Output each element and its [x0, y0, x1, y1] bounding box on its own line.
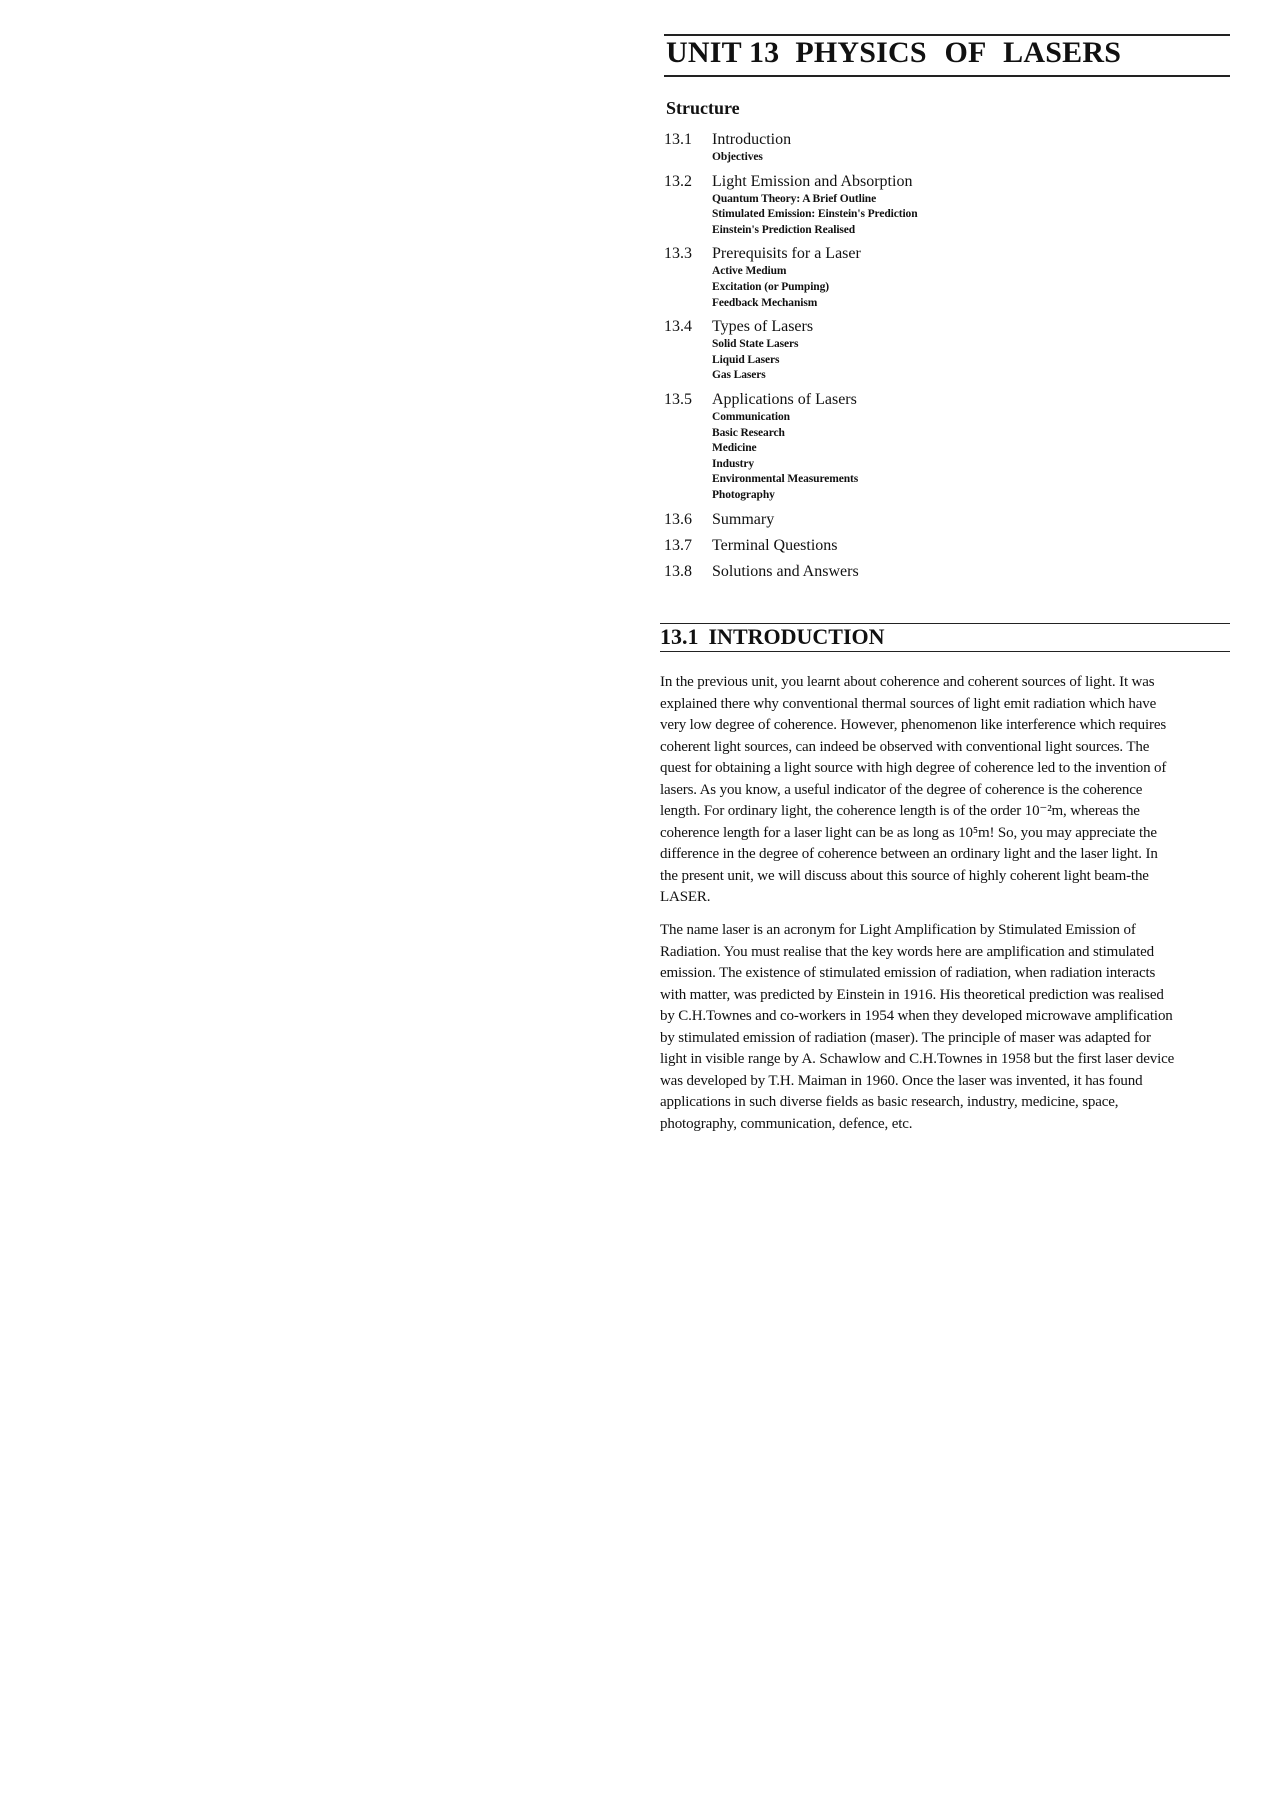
toc-subsection-list: [712, 192, 1224, 239]
toc-entry-number: 13.5: [664, 390, 692, 408]
toc-subsection: Communication: [712, 410, 790, 423]
toc-entry-number: 13.8: [664, 562, 692, 580]
toc-entry: [664, 172, 1224, 192]
toc-entry-number: 13.6: [664, 510, 692, 528]
toc-subsection: Feedback Mechanism: [712, 296, 818, 309]
toc-subsection: Einstein's Prediction Realised: [712, 223, 856, 236]
paragraph-line: lasers. As you know, a useful indicator of the degree of coherence is the coherence: [660, 781, 1143, 798]
paragraph-line: explained there why conventional thermal sources of light emit radiation which have: [660, 695, 1157, 712]
toc-entry-number: 13.1: [664, 131, 692, 148]
toc-section: [664, 130, 1224, 166]
section-bottom-rule: [660, 651, 1230, 652]
paragraph-line: coherence length for a laser light can be as long as 10⁵m! So, you may appreciate the: [660, 824, 1157, 841]
toc-subsection: Industry: [712, 457, 755, 470]
paragraph-line: length. For ordinary light, the coherence length is of the order 10⁻²m, whereas the: [660, 803, 1140, 819]
paragraph-line: In the previous unit, you learnt about coherence and coherent sources of light. It was: [660, 674, 1155, 690]
paragraph-line: photography, communication, defence, etc.: [660, 1115, 913, 1132]
paragraph-line: quest for obtaining a light source with high degree of coherence led to the invention of: [660, 760, 1167, 776]
unit-title: [666, 36, 1121, 70]
toc-entry-title: Terminal Questions: [712, 536, 838, 554]
toc-entry-title: Solutions and Answers: [712, 562, 859, 580]
section-title: INTRODUCTION: [708, 624, 885, 649]
intro-paragraph-2: [660, 920, 1190, 1135]
toc-entry-title: Prerequisits for a Laser: [712, 245, 861, 263]
toc-section: [664, 172, 1224, 239]
toc-entry: [664, 536, 1224, 556]
toc-entry-title: Light Emission and Absorption: [712, 172, 913, 190]
toc-subsection: Basic Research: [712, 426, 785, 439]
paragraph-line: by stimulated emission of radiation (maser). The principle of maser was adapted for: [660, 1029, 1151, 1046]
toc-entry-number: 13.4: [664, 318, 692, 336]
paragraph-line: difference in the degree of coherence between an ordinary light and the laser light. In: [660, 846, 1158, 862]
paragraph-line: with matter, was predicted by Einstein in 1916. His theoretical prediction was realised: [660, 986, 1164, 1003]
toc-subsection: Stimulated Emission: Einstein's Prediction: [712, 208, 918, 221]
toc-subsection-list: [712, 150, 1224, 166]
toc-entry: [664, 510, 1224, 530]
toc-subsection: Gas Lasers: [712, 369, 766, 382]
section-heading: [660, 624, 885, 650]
toc-subsection: Excitation (or Pumping): [712, 280, 829, 293]
toc-subsection: Solid State Lasers: [712, 338, 799, 351]
paragraph-line: very low degree of coherence. However, phenomenon like interference which requires: [660, 717, 1167, 733]
toc-entry-number: 13.7: [664, 536, 692, 554]
toc-subsection-list: [712, 264, 1224, 311]
paragraph-line: emission. The existence of stimulated emission of radiation, when radiation interacts: [660, 965, 1156, 981]
toc-entry: [664, 130, 1224, 150]
toc-subsection-list: [712, 410, 1224, 504]
toc-subsection: Medicine: [712, 442, 757, 455]
toc-section: [664, 317, 1224, 384]
toc-section: [664, 390, 1224, 504]
toc-subsection: Photography: [712, 488, 775, 501]
toc-entry: [664, 317, 1224, 337]
toc-entry-title: Summary: [712, 510, 775, 528]
paragraph-line: coherent light sources, can indeed be observed with conventional light sources. The: [660, 738, 1150, 755]
toc-subsection: Active Medium: [712, 265, 787, 278]
paragraph-line: LASER.: [660, 889, 711, 905]
structure-heading: Structure: [666, 98, 740, 118]
toc-subsection: Liquid Lasers: [712, 353, 780, 366]
section-number: 13.1: [660, 624, 699, 649]
toc-entry: [664, 390, 1224, 410]
toc-section: [664, 510, 1224, 530]
paragraph-line: applications in such diverse fields as basic research, industry, medicine, space,: [660, 1094, 1119, 1110]
toc-section: [664, 244, 1224, 311]
paragraph-line: Radiation. You must realise that the key words here are amplification and stimulated: [660, 943, 1154, 960]
toc-section: [664, 536, 1224, 556]
toc-entry-number: 13.2: [664, 172, 692, 190]
paragraph-line: by C.H.Townes and co-workers in 1954 when they developed microwave amplification: [660, 1008, 1173, 1024]
paragraph-line: was developed by T.H. Maiman in 1960. Once the laser was invented, it has found: [660, 1072, 1143, 1089]
toc-entry-title: Introduction: [712, 131, 792, 148]
toc-subsection: Objectives: [712, 151, 763, 163]
intro-paragraph-1: [660, 672, 1190, 909]
title-bottom-rule: [664, 75, 1230, 77]
toc-section: [664, 562, 1224, 582]
toc-entry-title: Applications of Lasers: [712, 390, 857, 408]
toc-entry: [664, 244, 1224, 264]
toc-entry-number: 13.3: [664, 245, 692, 263]
toc-subsection-list: [712, 337, 1224, 384]
toc-subsection: Quantum Theory: A Brief Outline: [712, 192, 877, 205]
toc-entry-title: Types of Lasers: [712, 318, 814, 336]
toc-entry: [664, 562, 1224, 582]
unit-name: PHYSICS OF LASERS: [795, 36, 1122, 69]
paragraph-line: light in visible range by A. Schawlow and C.H.Townes in 1958 but the first laser device: [660, 1051, 1175, 1067]
table-of-contents: [664, 130, 1224, 588]
paragraph-line: the present unit, we will discuss about this source of highly coherent light beam-the: [660, 867, 1149, 884]
toc-subsection: Environmental Measurements: [712, 473, 859, 486]
paragraph-line: The name laser is an acronym for Light Amplification by Stimulated Emission of: [660, 922, 1136, 938]
unit-number: UNIT 13: [666, 36, 780, 69]
